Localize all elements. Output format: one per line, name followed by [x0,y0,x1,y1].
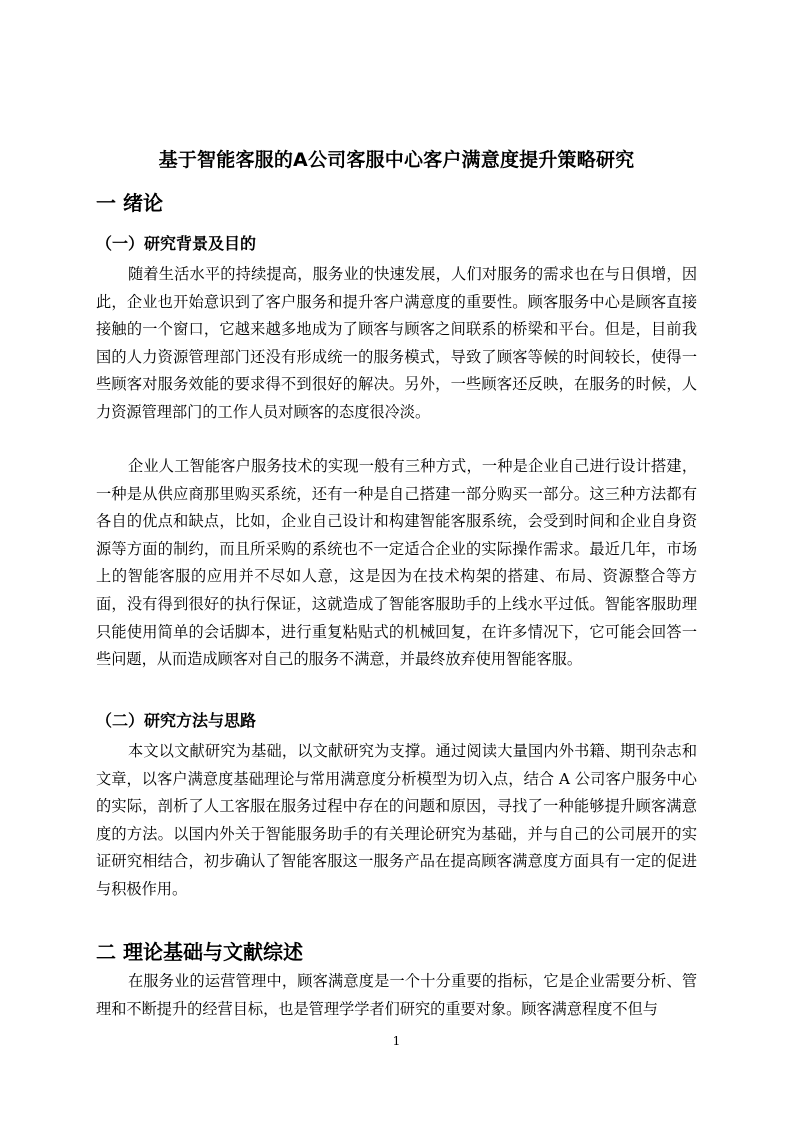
subsection-heading-background: （一）研究背景及目的 [96,234,257,253]
paragraph-methods: 本文以文献研究为基础，以文献研究为支撑。通过阅读大量国内外书籍、期刊杂志和文章，以客户满意度基础理论与常用满意度分析模型为切入点，结合 A 公司客户服务中心的实际，剖析了人工客服在服务过程中存在的问题和原因，寻找了一种能够提升顾客满意度的方法。以国内外关于智能服务助手的有关理论研究为基础，并与自己的公司展开的实证研究相结合，初步确认了智能客服这一服务产品在提高顾客满意度方面具有一定的促进与积极作用。 [96,742,697,898]
paragraph-theory-1: 在服务业的运营管理中，顾客满意度是一个十分重要的指标，它是企业需要分析、管理和不断提升的经营目标，也是管理学学者们研究的重要对象。顾客满意程度不但与 [96,972,697,1018]
paragraph-background-2: 企业人工智能客户服务技术的实现一般有三种方式，一种是企业自己进行设计搭建，一种是从供应商那里购买系统，还有一种是自己搭建一部分购买一部分。这三种方法都有各自的优点和缺点，比如，企业自己设计和构建智能客服系统，会受到时间和企业自身资源等方面的制约，而且所采购的系统也不一定适合企业的实际操作需求。最近几年，市场上的智能客服的应用并不尽如人意，这是因为在技术构架的搭建、布局、资源整合等方面，没有得到很好的执行保证，这就造成了智能客服助手的上线水平过低。智能客服助理只能使用简单的会话脚本，进行重复粘贴式的机械回复，在许多情况下，它可能会回答一些问题，从而造成顾客对自己的服务不满意，并最终放弃使用智能客服。 [96,457,697,669]
section-heading-theory: 二 理论基础与文献综述 [96,940,303,964]
paragraph-background-1: 随着生活水平的持续提高，服务业的快速发展，人们对服务的需求也在与日俱增，因此，企业也开始意识到了客户服务和提升客户满意度的重要性。顾客服务中心是顾客直接接触的一个窗口，它越来越多地成为了顾客与顾客之间联系的桥梁和平台。但是，目前我国的人力资源管理部门还没有形成统一的服务模式，导致了顾客等候的时间较长，使得一些顾客对服务效能的要求得不到很好的解决。另外，一些顾客还反映，在服务的时候，人力资源管理部门的工作人员对顾客的态度很冷淡。 [96,265,697,421]
section-heading-introduction: 一 绪论 [96,191,163,215]
subsection-heading-methods: （二）研究方法与思路 [96,711,257,730]
page-number: 1 [392,1034,401,1048]
document-title: 基于智能客服的A公司客服中心客户满意度提升策略研究 [158,149,635,171]
